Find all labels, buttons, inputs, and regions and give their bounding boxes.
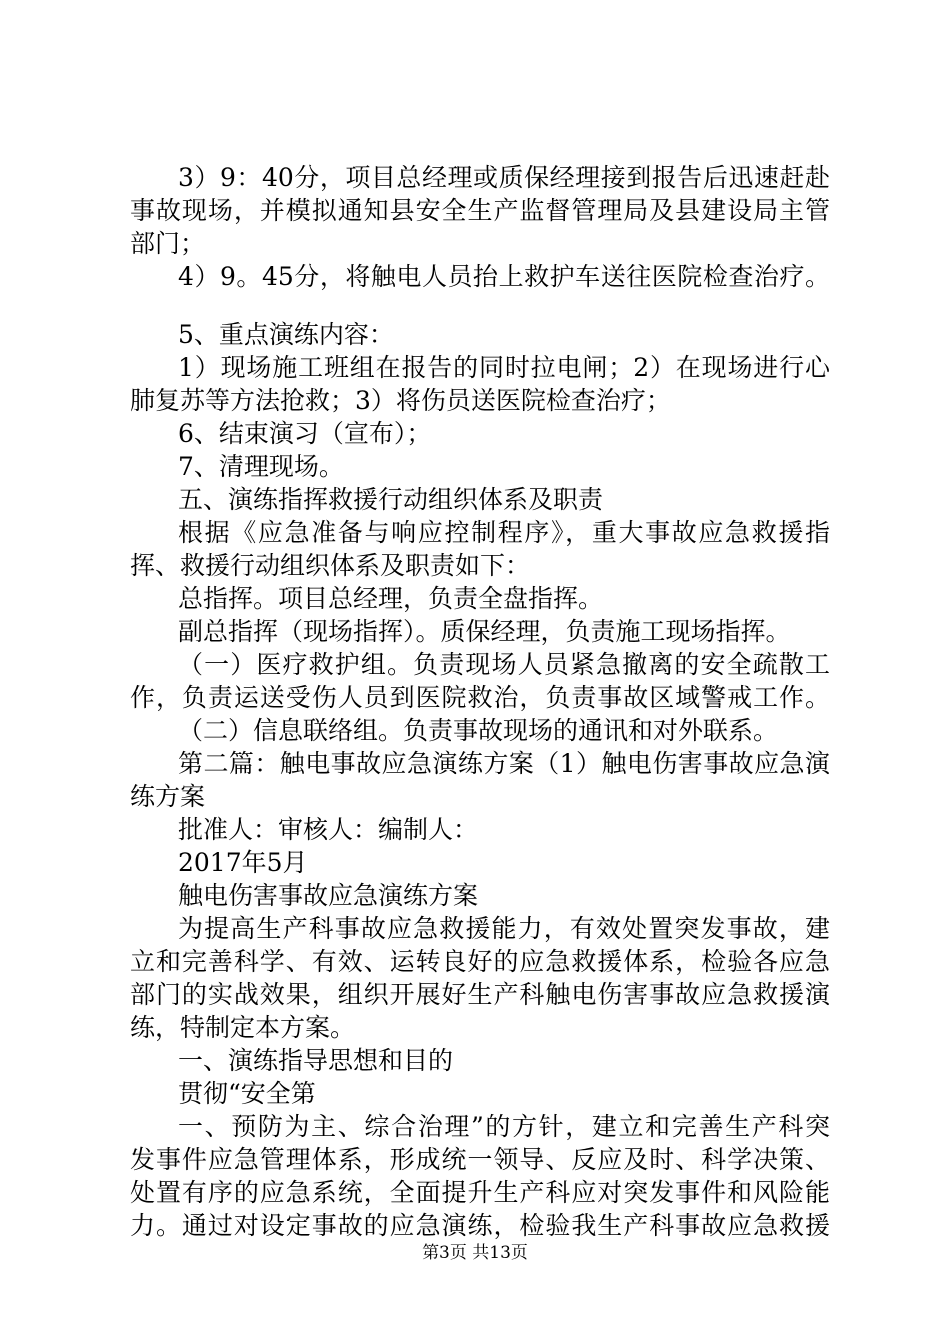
text-line: 练方案 (130, 782, 206, 811)
text-line: 根据《应急准备与响应控制程序》，重大事故应急救援指 (178, 518, 830, 547)
text-line: 批准人：审核人：编制人： (178, 815, 479, 844)
text-line: 为提高生产科事故应急救援能力，有效处置突发事故，建 (178, 914, 830, 943)
text-line: 作，负责运送受伤人员到医院救治，负责事故区域警戒工作。 (130, 683, 830, 712)
text-line: 2017年5月 (178, 848, 308, 877)
text-line: 立和完善科学、有效、运转良好的应急救援体系，检验各应急 (130, 947, 830, 976)
text-line: 肺复苏等方法抢救；3）将伤员送医院检查治疗； (130, 386, 671, 415)
text-line: （二）信息联络组。负责事故现场的通讯和对外联系。 (178, 716, 779, 745)
text-line: 一、演练指导思想和目的 (178, 1046, 454, 1075)
page-footer: 第3页 共13页 (422, 1243, 528, 1263)
text-line: 事故现场，并模拟通知县安全生产监督管理局及县建设局主管 (130, 196, 830, 225)
text-line: 总指挥。项目总经理，负责全盘指挥。 (178, 584, 604, 613)
text-line: 力。通过对设定事故的应急演练，检验我生产科事故应急救援 (130, 1211, 830, 1240)
text-line: 5、重点演练内容： (178, 320, 394, 349)
text-line: 练，特制定本方案。 (130, 1013, 356, 1042)
text-line: 一、预防为主、综合治理”的方针，建立和完善生产科突 (178, 1112, 830, 1141)
text-line: 3）9：40分，项目总经理或质保经理接到报告后迅速赶赴 (178, 163, 830, 192)
text-line: 1）现场施工班组在报告的同时拉电闸；2）在现场进行心 (178, 353, 830, 382)
text-line: 挥、救援行动组织体系及职责如下： (130, 551, 531, 580)
text-line: 副总指挥（现场指挥）。质保经理，负责施工现场指挥。 (178, 617, 791, 646)
text-line: 6、结束演习（宣布）； (178, 419, 432, 448)
text-line: 部门； (130, 229, 206, 258)
text-line: 五、演练指挥救援行动组织体系及职责 (178, 485, 604, 514)
text-line: 触电伤害事故应急演练方案 (178, 881, 479, 910)
text-line: 4）9。45分，将触电人员抬上救护车送往医院检查治疗。 (178, 262, 830, 291)
text-line: 贯彻“安全第 (178, 1079, 316, 1108)
text-line: 第二篇：触电事故应急演练方案（1）触电伤害事故应急演 (178, 749, 830, 778)
text-line: 部门的实战效果，组织开展好生产科触电伤害事故应急救援演 (130, 980, 830, 1009)
text-line: 发事件应急管理体系，形成统一领导、反应及时、科学决策、 (130, 1145, 830, 1174)
text-line: （一）医疗救护组。负责现场人员紧急撤离的安全疏散工 (178, 650, 830, 679)
text-line: 7、清理现场。 (178, 452, 344, 481)
text-line: 处置有序的应急系统，全面提升生产科应对突发事件和风险能 (130, 1178, 830, 1207)
